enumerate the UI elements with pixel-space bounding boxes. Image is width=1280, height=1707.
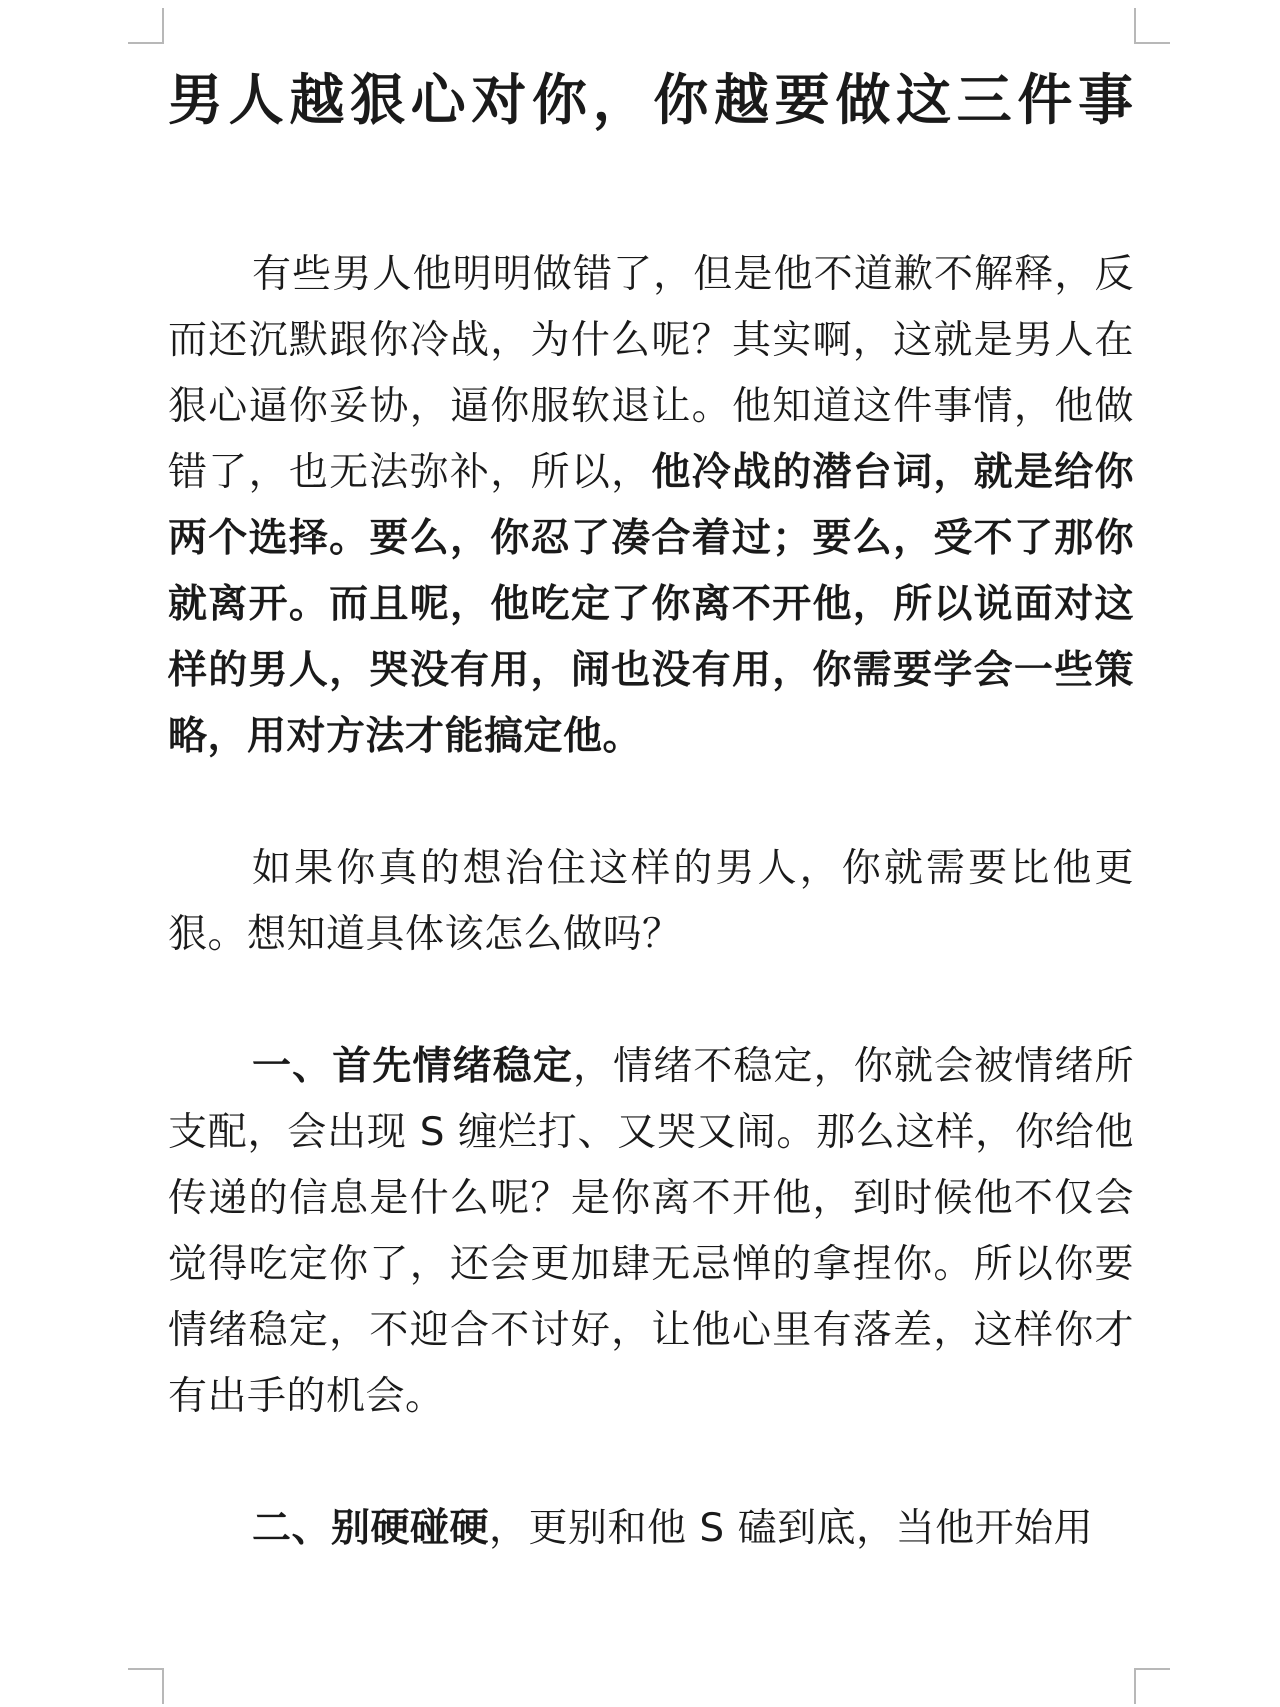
point-one-text: ，情绪不稳定，你就会被情绪所支配，会出现 S 缠烂打、又哭又闹。那么这样，你给他传递的信息是什么呢？是你离不开他，到时候他不仅会觉得吃定你了，还会更加肆无忌惮的拿捏你。所以你要情绪稳定，不迎合不讨好，让他心里有落差，这样你才有出手的机会。 (168, 1044, 1134, 1419)
point-one-heading: 一、首先情绪稳定 (252, 1044, 573, 1089)
paragraph-point-one (168, 1034, 1134, 1430)
document-page (168, 58, 1134, 1562)
document-title: 男人越狠心对你，你越要做这三件事 (168, 68, 1134, 132)
paragraph-intro-text: 有些男人他明明做错了，但是他不道歉不解释，反而还沉默跟你冷战，为什么呢？其实啊，这就是男人在狠心逼你妥协，逼你服软退让。他知道这件事情，他做错了，也无法弥补，所以， (168, 252, 1134, 495)
point-two-heading: 二、别硬碰硬 (252, 1506, 490, 1551)
paragraph-point-two (168, 1496, 1134, 1562)
paragraph-intro-bold-text: 他冷战的潜台词，就是给你两个选择。要么，你忍了凑合着过；要么，受不了那你就离开。而且呢，他吃定了你离不开他，所以说面对这样的男人，哭没有用，闹也没有用，你需要学会一些策略，用对方法才能搞定他。 (168, 450, 1134, 759)
paragraph-question (168, 836, 1134, 968)
page-corner-mark-top-left (128, 8, 164, 44)
page-corner-mark-top-right (1134, 8, 1170, 44)
page-corner-mark-bottom-left (128, 1668, 164, 1704)
point-two-text: ，更别和他 S 磕到底，当他开始用 (489, 1506, 1094, 1551)
paragraph-question-text: 如果你真的想治住这样的男人，你就需要比他更狠。想知道具体该怎么做吗？ (168, 846, 1134, 957)
page-corner-mark-bottom-right (1134, 1668, 1170, 1704)
paragraph-intro (168, 242, 1134, 770)
